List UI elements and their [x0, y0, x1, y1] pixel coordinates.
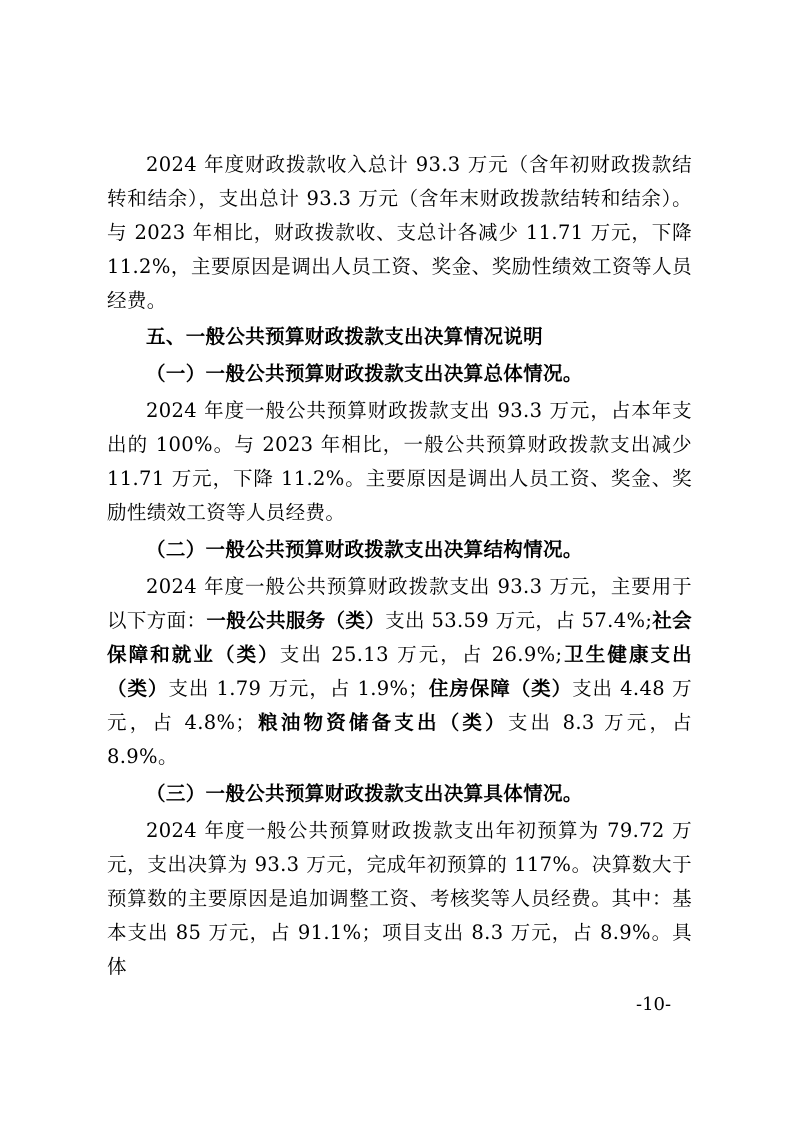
category-grain-oil-reserves: 粮油物资储备支出（类） — [255, 711, 508, 734]
section-5-heading: 五、一般公共预算财政拨款支出决算情况说明 — [146, 325, 544, 348]
category-social-security-employment-amount: 支出 25.13 万元，占 26.9%; — [279, 643, 563, 666]
structure-intro-text: 2024 年度一般公共预算财政拨款支出 93.3 万元，主要用于以下方面： — [107, 575, 692, 632]
subsection-3-heading: （三）一般公共预算财政拨款支出决算具体情况。 — [146, 782, 583, 805]
category-grain-oil-reserves-amount: 支出 8.3 万元，占 8.9%。 — [107, 711, 693, 768]
category-housing: 住房保障（类） — [428, 677, 573, 700]
subsection-1-paragraph: 2024 年度一般公共预算财政拨款支出 93.3 万元，占本年支出的 100%。与 2023 年相比，一般公共预算财政拨款支出减少 11.71 万元，下降 11.2%。主要原因是调出人员工资、奖金、奖励性绩效工资等人员经费。 — [107, 399, 692, 524]
funding-summary-paragraph: 2024 年度财政拨款收入总计 93.3 万元（含年初财政拨款结转和结余），支出总计 93.3 万元（含年末财政拨款结转和结余）。与 2023 年相比，财政拨款收、支总计各减少 11.71 万元，下降 11.2%，主要原因是调出人员工资、奖金、奖励性绩效工资等人员经费。 — [107, 153, 692, 312]
category-general-public-services-amount: 支出 53.59 万元，占 57.4%; — [385, 609, 653, 632]
page-number: -10- — [636, 994, 672, 1015]
category-health-amount: 支出 1.79 万元，占 1.9%； — [168, 677, 429, 700]
category-housing-amount: 支出 4.48 万元，占 4.8%； — [107, 677, 693, 734]
subsection-1-heading: （一）一般公共预算财政拨款支出决算总体情况。 — [146, 362, 583, 385]
subsection-2-heading: （二）一般公共预算财政拨款支出决算结构情况。 — [146, 538, 583, 561]
category-social-security-employment: 社会保障和就业（类） — [107, 609, 693, 666]
category-general-public-services: 一般公共服务（类） — [206, 609, 386, 632]
document-body — [107, 148, 692, 984]
subsection-3-paragraph: 2024 年度一般公共预算财政拨款支出年初预算为 79.72 万元，支出决算为 93.3 万元，完成年初预算的 117%。决算数大于预算数的主要原因是追加调整工资、考核奖等人员经费。其中：基本支出 85 万元，占 91.1%；项目支出 8.3 万元，占 8.9%。具体 — [107, 819, 692, 978]
category-health: 卫生健康支出（类） — [107, 643, 692, 700]
subsection-2-paragraph — [107, 570, 692, 774]
